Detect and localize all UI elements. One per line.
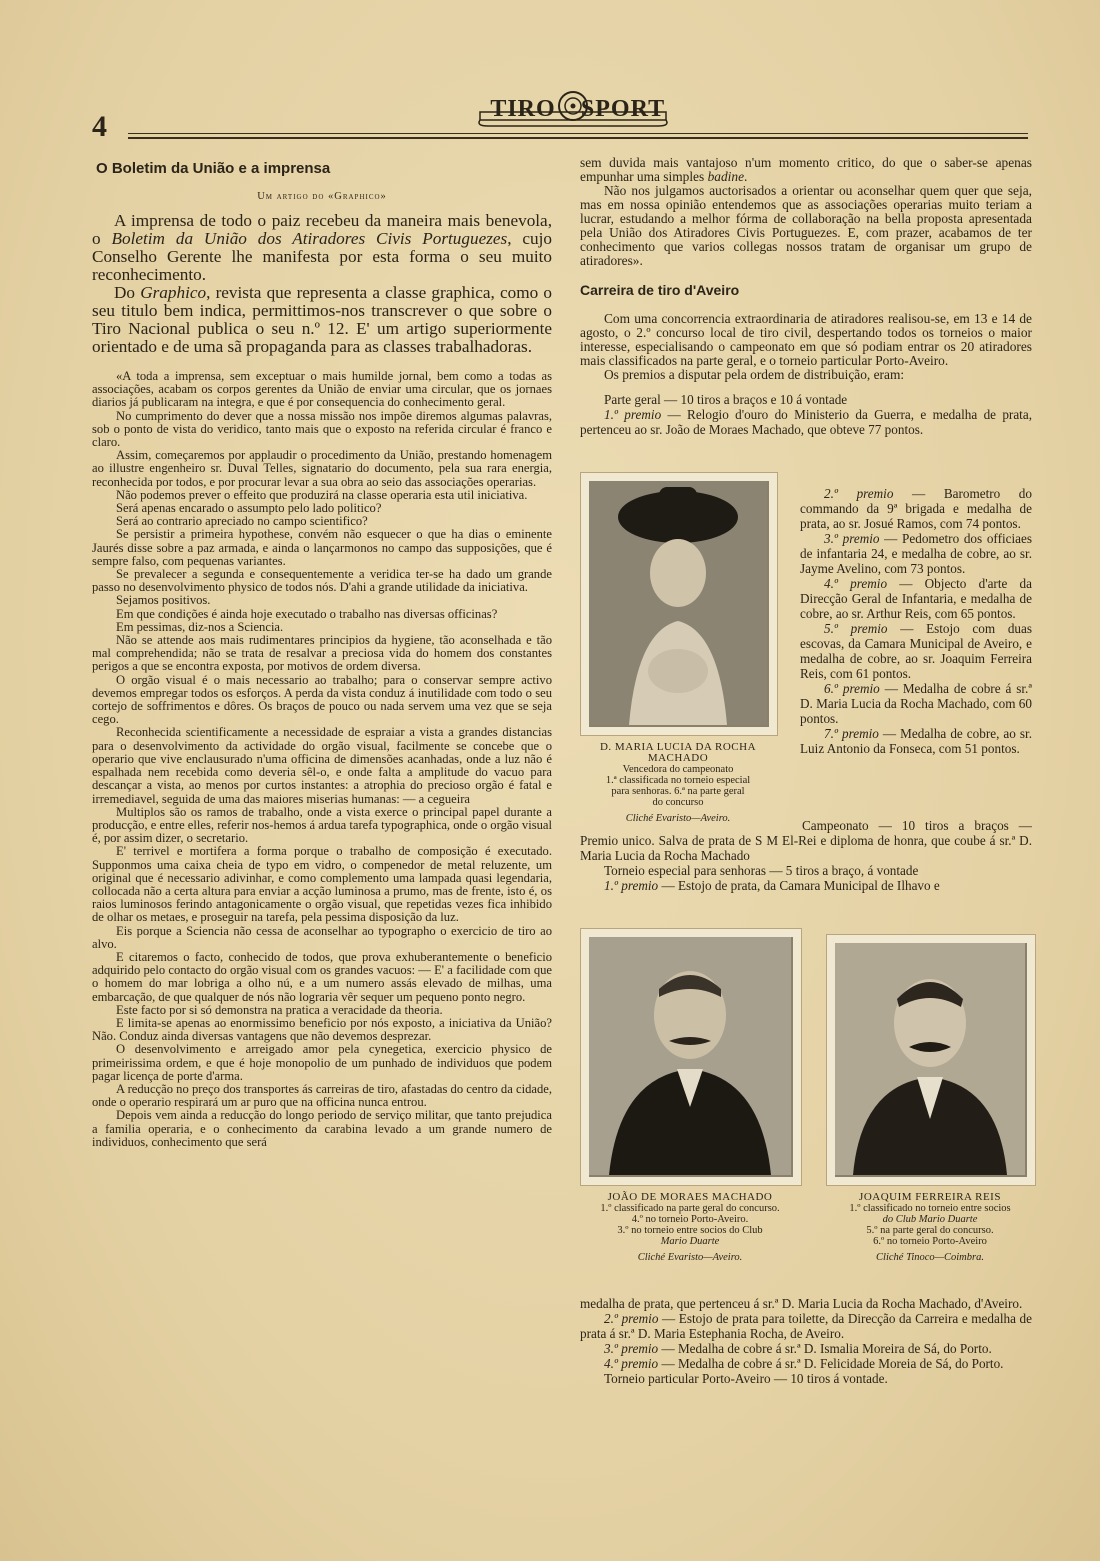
prize-label: 2.º premio <box>824 486 894 501</box>
body-paragraph: A reducção no preço dos transportes ás carreiras de tiro, afastadas do centro da cidade, onde o operario respirará um ar puro que na officina nunca entrou. <box>92 1081 552 1110</box>
portrait-man-2 <box>826 934 1036 1186</box>
prize-label: 3.º premio <box>824 531 880 546</box>
torneio-senhoras: Torneio especial para senhoras — 5 tiros a braço, á vontade <box>604 863 919 878</box>
campeonato: Campeonato — 10 tiros a braços — Premio unico. Salva de prata de S M El-Rei e diploma de honra, que coube á sr.ª D. Maria Lucia da Rocha Machado <box>580 818 1032 863</box>
article-title: O Boletim da União e a imprensa <box>96 160 331 177</box>
prize-label: 2.º premio <box>604 1311 659 1326</box>
prize-text: — Estojo de prata para toilette, da Direcção da Carreira e medalha de prata á sr.ª D. Maria Estephania Rocha, de Aveiro. <box>580 1311 1032 1341</box>
caption-name: JOAQUIM FERREIRA REIS <box>859 1191 1001 1203</box>
section-title: Carreira de tiro d'Aveiro <box>580 282 740 298</box>
body-paragraph: E limita-se apenas ao enormissimo beneficio por nós exposto, a iniciativa da União? Não. Conduz ainda diversas vantagens que não devemos desprezar. <box>92 1015 552 1044</box>
prize-text: — Objecto d'arte da Direcção Geral de Infantaria, e medalha de cobre, ao sr. Arthur Reis, com 65 pontos. <box>800 576 1032 621</box>
caption-line: 3.º no torneio entre socios do Club <box>617 1225 763 1236</box>
prize-7 <box>800 726 1032 756</box>
caption-woman <box>580 742 776 824</box>
body-paragraph: E' terrivel e mortifera a forma porque o trabalho de composição é executado. Supponmos uma caixa cheia de typo em vidro, o compenedor de metal reluzente, um original que é necessario adivinhar, e como complemento uma lampada quasi legendaria, collocada não a certa altura para enviar a acção luminosa a prumo, mas de frente, isto é, os raios luminosos ferindo antagonicamente o orgão visual, que repetidas vezes fica inhibido de olhar os metaes, e proseguir na tarefa, pela pessima disposição da luz. <box>92 844 552 925</box>
lead-emphasis: Graphico <box>140 283 207 302</box>
prize-6 <box>800 681 1032 726</box>
body-paragraph: No cumprimento do dever que a nossa missão nos impõe diremos algumas palavras, sob o ponto de vista do veridico, tanto mais que o exposto na referida circular é franco e claro. <box>92 408 552 450</box>
header-rule <box>128 133 1028 134</box>
caption-man-2 <box>826 1192 1034 1263</box>
body-paragraph: E citaremos o facto, conhecido de todos, que prova exhuberantemente o beneficio adquirido pelo contacto do orgão visual com os grandes vacuos: — E' a facilidade com que o homem do mar lobriga a olho nú, e a um numero assás elevado de milhas, uma embarcação, de que qualquer de nós não lograria vêr sequer um pequeno ponto negro. <box>92 949 552 1004</box>
lead-text: A imprensa de todo o paiz recebeu da maneira mais benevola, o <box>92 211 552 248</box>
lead-text: , revista que representa a classe graphica, como o seu titulo bem indica, permittimos-nos transcrever o que sobre o Tiro Nacional publica o seu n.º 12. E' um artigo superiormente orientado e de uma sã propaganda para as classes trabalhadoras. <box>92 283 553 356</box>
caption-credit: Cliché Tinoco—Coimbra. <box>876 1252 984 1263</box>
prize-label: 1.º premio <box>604 878 659 893</box>
parte-geral-heading: Parte geral — 10 tiros a braços e 10 á vontade <box>604 392 848 407</box>
body-paragraph: Não nos julgamos auctorisados a orientar ou aconselhar quem quer que seja, mas em nossa opinião entendemos que as associações operarias muito teriam a lucrar, estudando a melhor fórma de collaboração na bella proposta apresentada pela União dos Atiradores Civis Portuguezes. E, com prazer, acabamos de ter conhecimento que varios collegas nossos tratam de organisar um grupo de atiradores». <box>580 183 1032 268</box>
prize-label: 4.º premio <box>824 576 888 591</box>
prize-5 <box>800 621 1032 681</box>
prize-text: — Medalha de cobre, ao sr. Luiz Antonio da Fonseca, com 51 pontos. <box>800 726 1032 756</box>
prize-1 <box>580 407 1032 437</box>
body-paragraph: Em que condições é ainda hoje executado o trabalho nas diversas officinas? <box>116 606 498 621</box>
continuation-paragraph <box>580 156 1032 184</box>
masthead-logo <box>478 86 668 132</box>
caption-line: 4.º no torneio Porto-Aveiro. <box>631 1214 749 1225</box>
svg-text:TIRO: TIRO <box>490 96 556 122</box>
torneio-porto-aveiro: Torneio particular Porto-Aveiro — 10 tiros á vontade. <box>604 1371 888 1386</box>
prize-text: — Medalha de cobre á sr.ª D. Felicidade Moreia de Sá, do Porto. <box>658 1356 1004 1371</box>
prize-text: — Medalha de cobre á sr.ª D. Maria Lucia da Rocha Machado, com 60 pontos. <box>800 681 1032 726</box>
prize-text: — Relogio d'ouro do Ministerio da Guerra, e medalha de prata, pertenceu ao sr. João de Moraes Machado, que obteve 77 pontos. <box>580 407 1032 437</box>
caption-line: Mario Duarte <box>660 1236 720 1247</box>
right-column-top <box>580 156 1032 437</box>
caption-line: 1.º classificado no torneio entre socios <box>849 1203 1011 1214</box>
torneio-senhoras-prize-1 <box>580 878 1032 893</box>
body-paragraph: Reconhecida scientificamente a necessidade de espraiar a vista a grandes distancias para o desenvolvimento da actividade do orgão visual, facilmente se concebe que o operario que vive enclausurado n'uma officina de dimensões acanhadas, onde a luz não é espalhada nem recebida como deveria sêl-o, e onde falta a amplitude do vacuo para descançar a vista, ao menos por curtos instantes: a atrophia do precioso orgão é fatal e irremediavel, seguida de uma das maiores miserias humanas: — a cegueira <box>92 725 552 806</box>
intro-paragraph: Os premios a disputar pela ordem de distribuição, eram: <box>604 367 905 382</box>
torneio-senhoras-prize-3 <box>580 1341 1032 1356</box>
body-paragraph: Em pessimas, diz-nos a Sciencia. <box>116 619 284 634</box>
body-paragraph: Se persistir a primeira hypothese, convém não esquecer o que ha dias o eminente Jaurés disse sobre a paz armada, e ainda o lançarmonos no campo das supposições, que é sempre falso, com pequenas variantes. <box>92 527 552 568</box>
prize-4 <box>800 576 1032 621</box>
body-paragraph: Não se attende aos mais rudimentares principios da hygiene, tão aconselhada e tão mal comprehendida; não se trata de resalvar a preciosa vida do homem dos constantes perigos a que se encontra exposta, por motivos de ordem diversa. <box>92 633 552 674</box>
caption-name: D. MARIA LUCIA DA ROCHA MACHADO <box>599 741 757 764</box>
caption-line: 1.ª classificada no torneio especial <box>605 775 751 786</box>
prize-label: 4.º premio <box>604 1356 659 1371</box>
prize-text: — Medalha de cobre á sr.ª D. Ismalia Moreira de Sá, do Porto. <box>658 1341 992 1356</box>
caption-credit: Cliché Evaristo—Aveiro. <box>625 813 731 824</box>
prize-3 <box>800 531 1032 576</box>
body-paragraph: O desenvolvimento e arreigado amor pela cynegetica, exercicio physico de primeirissima ordem, e que é hoje monopolio de um punhado de individuos que podem pagar licença de porte d'arma. <box>92 1042 552 1083</box>
intro-paragraph: Com uma concorrencia extraordinaria de atiradores realisou-se, em 13 e 14 de agosto, o 2.º concurso local de tiro civil, despertando todos os torneios o maior interesse, especialisando o campeonato em que só podiam entrar os 20 atiradores mais classificados na parte geral, e o torneio particular Porto-Aveiro. <box>580 311 1032 368</box>
caption-name: JOÃO DE MORAES MACHADO <box>607 1191 773 1203</box>
prize-text: — Estojo de prata, da Camara Municipal de Ilhavo e <box>658 878 940 893</box>
portrait-woman-image <box>589 481 767 725</box>
continuation-emphasis: badine <box>707 169 745 184</box>
campeonato-block <box>580 818 1032 893</box>
body-paragraph: Será apenas encarado o assumpto pelo lado politico? <box>116 501 382 516</box>
portrait-man-1 <box>580 928 802 1186</box>
prizes-list <box>800 486 1032 756</box>
caption-man-1 <box>580 1192 800 1263</box>
caption-credit: Cliché Evaristo—Aveiro. <box>637 1252 743 1263</box>
caption-line: Vencedora do campeonato <box>622 764 734 775</box>
body-paragraph: Não podemos prever o effeito que produzirá na classe operaria esta util iniciativa. <box>116 487 528 502</box>
body-paragraph: Será ao contrario apreciado no campo scientifico? <box>116 514 368 529</box>
body-paragraph: Assim, começaremos por applaudir o procedimento da União, prestando homenagem ao illustre engenheiro sr. Duval Telles, signatario do documento, pela sua rara energia, reconhecida por todos, e por procurar levar a sua obra ao seio das associações operarias. <box>92 448 552 489</box>
torneio-senhoras-prize-4 <box>580 1356 1032 1371</box>
body-paragraph: O orgão visual é o mais necessario ao trabalho; para o conservar sempre activo devemos empregar todos os esforços. A perda da vista conduz á inutilidade com todo o seu cortejo de soffrimentos e dôres. Os braços de pouco ou nada servem uma vez que se seja cego. <box>92 672 552 727</box>
body-paragraph: Sejamos positivos. <box>116 593 211 608</box>
prize-label: 3.º premio <box>604 1341 659 1356</box>
caption-line: 6.º no torneio Porto-Aveiro <box>873 1236 987 1247</box>
svg-text:SPORT: SPORT <box>580 96 666 122</box>
continuation-text: sem duvida mais vantajoso n'um momento critico, do que o saber-se apenas empunhar uma simples <box>580 155 1032 184</box>
page-number: 4 <box>92 110 107 143</box>
prize-label: 6.º premio <box>824 681 880 696</box>
lead-paragraph-2 <box>92 284 552 356</box>
prize-label: 5.º premio <box>824 621 888 636</box>
lead-paragraph-1 <box>92 212 552 284</box>
left-column <box>92 160 552 1149</box>
lead-emphasis: Boletim da União dos Atiradores Civis Portuguezes <box>111 229 508 248</box>
caption-line: do concurso <box>652 797 704 808</box>
lead-text: Do <box>114 283 141 302</box>
body-paragraph: Multiplos são os ramos de trabalho, onde a vista exerce o principal papel durante a producção, e entre elles, referir nos-hemos á ardua tarefa typographica, onde o orgão visual é, por assim dizer, o secretario. <box>92 804 552 846</box>
prize-2 <box>800 486 1032 531</box>
portrait-man-1-image <box>589 937 791 1175</box>
caption-line: do Club Mario Duarte <box>882 1214 978 1225</box>
lead-text: , cujo Conselho Gerente lhe manifesta por esta forma o seu muito reconhecimento. <box>92 229 553 284</box>
article-subtitle: Um artigo do «Graphico» <box>257 191 387 202</box>
portrait-man-2-image <box>835 943 1025 1175</box>
after-photos-paragraph: medalha de prata, que pertenceu á sr.ª D. Maria Lucia da Rocha Machado, d'Aveiro. <box>580 1296 1023 1311</box>
caption-line: 5.º na parte geral do concurso. <box>866 1225 994 1236</box>
right-column-bottom <box>580 1296 1032 1386</box>
caption-line: para senhoras. 6.ª na parte geral <box>611 786 745 797</box>
continuation-text: . <box>744 169 748 184</box>
prize-label: 1.º premio <box>604 407 662 422</box>
prize-text: — Pedometro dos officiaes de infantaria 24, e medalha de cobre, ao sr. Jayme Avelino, com 73 pontos. <box>800 531 1032 576</box>
torneio-senhoras-prize-2 <box>580 1311 1032 1341</box>
prize-label: 7.º premio <box>824 726 879 741</box>
portrait-woman <box>580 472 778 736</box>
body-paragraph: Eis porque a Sciencia não cessa de aconselhar ao typographo o exercicio de tiro ao alvo. <box>92 923 552 951</box>
header-rule-thick <box>128 137 1028 139</box>
body-paragraph: Depois vem ainda a reducção do longo periodo de serviço militar, que tanto prejudica a familia operaria, e o conhecimento da carabina levado a um grande numero de individuos, conhecimento que será <box>92 1108 552 1149</box>
body-paragraph: Este facto por si só demonstra na pratica a veracidade da theoria. <box>116 1002 443 1017</box>
prize-text: — Estojo com duas escovas, da Camara Municipal de Aveiro, e medalha de cobre, ao sr. Joaquim Ferreira Reis, com 61 pontos. <box>800 621 1032 681</box>
body-paragraph: Se prevalecer a segunda e consequentemente a veridica ter-se ha dado um grande passo no desenvolvimento physico de todos nós. D'ahi a grande utilidade da iniciativa. <box>92 567 552 595</box>
caption-line: 1.º classificado na parte geral do concurso. <box>600 1203 780 1214</box>
body-paragraph: «A toda a imprensa, sem exceptuar o mais humilde jornal, bem como a todas as associações, acabam os corpos gerentes da União de enviar uma circular, que os jornaes diarios já publicaram na integra, e que é por consequencia do conhecimento geral. <box>92 369 552 410</box>
prize-text: — Barometro do commando da 9ª brigada e medalha de prata, ao sr. Josué Ramos, com 74 pontos. <box>800 486 1032 531</box>
